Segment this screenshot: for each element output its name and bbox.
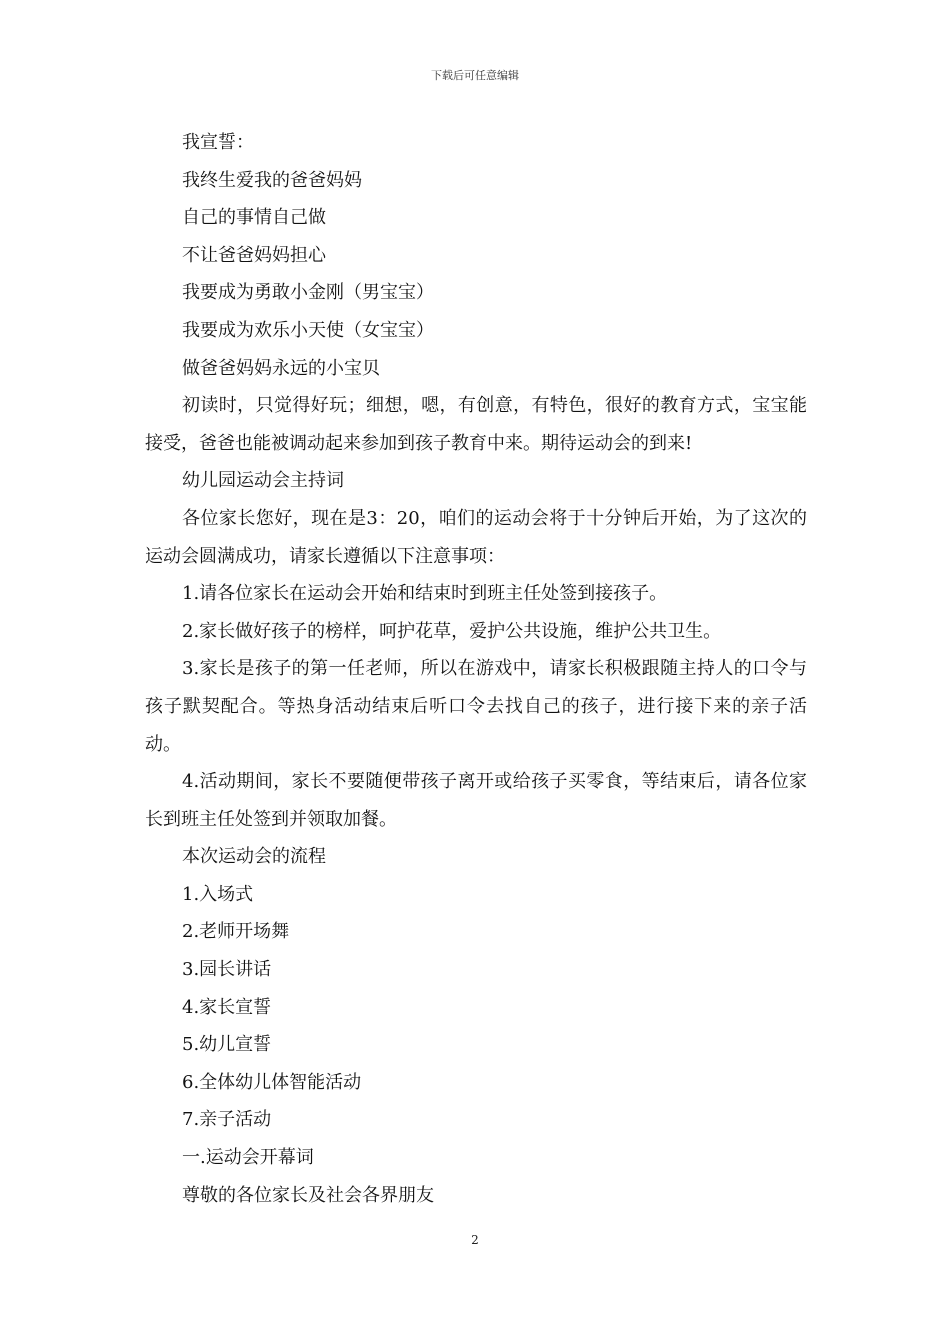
notice-item: 3.家长是孩子的第一任老师，所以在游戏中，请家长积极跟随主持人的口令与孩子默契配合。等热身活动结束后听口令去找自己的孩子，进行接下来的亲子活动。 — [145, 658, 807, 755]
oath-line: 自己的事情自己做 — [182, 207, 326, 229]
intro-paragraph: 各位家长您好，现在是3：20，咱们的运动会将于十分钟后开始，为了这次的运动会圆满成功，请家长遵循以下注意事项： — [145, 507, 807, 567]
schedule-item: 1.入场式 — [182, 883, 254, 905]
page-header-note: 下载后可任意编辑 — [431, 69, 519, 82]
salutation: 尊敬的各位家长及社会各界朋友 — [182, 1184, 434, 1206]
schedule-title: 本次运动会的流程 — [182, 846, 326, 868]
document-body — [145, 124, 807, 1214]
oath-line: 做爸爸妈妈永远的小宝贝 — [182, 357, 380, 379]
schedule-item: 5.幼儿宣誓 — [182, 1034, 272, 1056]
opening-speech-title: 一.运动会开幕词 — [182, 1147, 314, 1169]
schedule-item: 7.亲子活动 — [182, 1109, 272, 1131]
oath-line: 我要成为欢乐小天使（女宝宝） — [182, 319, 434, 341]
oath-line: 不让爸爸妈妈担心 — [182, 244, 326, 266]
notice-item: 2.家长做好孩子的榜样，呵护花草，爱护公共设施，维护公共卫生。 — [182, 620, 722, 642]
oath-line: 我终生爱我的爸爸妈妈 — [182, 169, 362, 191]
comment-paragraph: 初读时，只觉得好玩；细想，嗯，有创意，有特色，很好的教育方式，宝宝能接受，爸爸也能被调动起来参加到孩子教育中来。期待运动会的到来! — [145, 395, 807, 454]
notice-item: 1.请各位家长在运动会开始和结束时到班主任处签到接孩子。 — [182, 583, 668, 605]
schedule-item: 6.全体幼儿体智能活动 — [182, 1071, 362, 1093]
schedule-item: 2.老师开场舞 — [182, 921, 290, 943]
schedule-item: 3.园长讲话 — [182, 959, 272, 981]
notice-item: 4.活动期间，家长不要随便带孩子离开或给孩子买零食，等结束后，请各位家长到班主任处签到并领取加餐。 — [145, 771, 807, 830]
section-title: 幼儿园运动会主持词 — [182, 470, 344, 492]
page-number: 2 — [471, 1233, 479, 1247]
schedule-item: 4.家长宣誓 — [182, 996, 272, 1018]
oath-line: 我要成为勇敢小金刚（男宝宝） — [182, 282, 434, 304]
oath-heading: 我宣誓： — [182, 132, 254, 153]
